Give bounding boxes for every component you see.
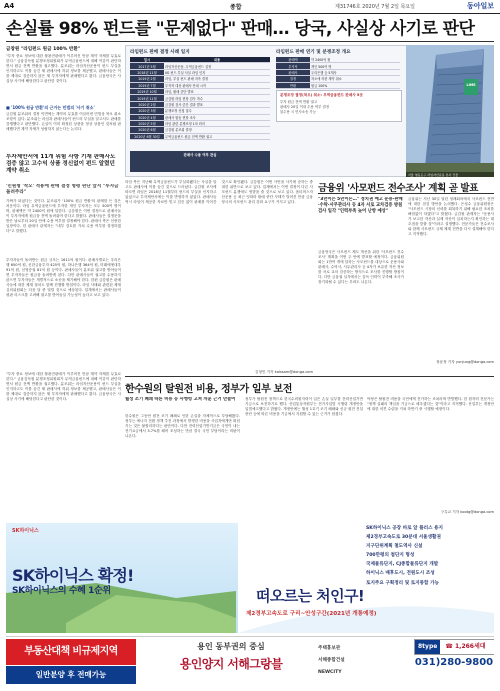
overview-key: 반환 bbox=[276, 82, 310, 88]
mid-article-byline: 김형민 기자 kalssam@donga.com bbox=[255, 370, 313, 374]
overview-value: 개인 500여 명 bbox=[310, 63, 400, 69]
timeline-event: IIG 펀드 부실 사실 라임 인지 bbox=[164, 69, 270, 75]
timeline-header-date: 일시 bbox=[130, 57, 164, 63]
timeline-event: 금감원 검사 중간 결과 발표 bbox=[164, 101, 270, 107]
timeline-date: 2019년 11월 bbox=[130, 95, 164, 101]
timeline-body bbox=[130, 57, 270, 140]
timeline-event: 투자자 대상 판매사 안내 시작 bbox=[164, 82, 270, 88]
overview-row bbox=[276, 82, 400, 88]
building-illustration bbox=[406, 45, 494, 177]
ad-headline-1: SK하이닉스 확정! bbox=[12, 566, 134, 585]
page-number: A4 bbox=[4, 2, 15, 10]
ad-right-line-2: 제2경부고속도로 구리~안성구간(2021년 개통예정) bbox=[246, 611, 377, 617]
apartment-ad bbox=[6, 636, 494, 689]
building-photo bbox=[406, 45, 494, 177]
timeline-row bbox=[130, 133, 270, 139]
left-extra-body: "투자 중요 정보에 대한 불완전판매가 이루어진 만큼 계약 자체를 무효로 한다." 금융감독원 분쟁조정위원회가 무역금융펀드에 대해 이같이 판단하면서 원금 전액 반환을 권고했다. 분조위는 라임자산운용이 펀드 부실을 인지하고도 이를 숨긴 채 판매사에 허위 정보를 제공했고, 판매사들은 이를 제대로 검증하지 않은 채 투자자에게 판매했다고 봤다. 금융당국은 사실상 사기에 해당한다고 판단한 것이다. bbox=[6, 372, 121, 401]
real-estate-ad bbox=[6, 523, 494, 633]
timeline-event: 라임, 부실 펀드 판매 지속 결정 bbox=[164, 76, 270, 82]
overview-key: 결정 bbox=[276, 76, 310, 82]
left-bottom-body: 투자자들이 돌려받는 원금 규모는 1611억 원이다. 판매사별로는 우리은행 650억 원, 신한금융투자 425억 원, 하나은행 364억 원, 미래에셋대우 91억 원, 신영증권 81억 원 등이다. 판매사들이 분조위 권고를 받아들이면 투자자들은 원금을 돌려받게 된다. 다만 판매사들이 권고를 수용하지 않으면 투자자들은 개별적으로 소송을 제기해야 한다. 한편 금감원은 판매사들에 대한 제재 절차도 함께 진행할 방침이다. 라임 사태와 관련된 제재심의위원회는 다음 달 중 열릴 것으로 예상된다. 업계에서는 판매사들이 평판 리스크를 고려해 권고를 받아들일 가능성이 높다고 보고 있다. bbox=[6, 258, 121, 297]
ad-red-banner: 부동산대책 비규제지역 bbox=[6, 639, 136, 665]
article2-byline: 장윤정 기자 yunjung@donga.com bbox=[436, 360, 494, 364]
article3-subhead: 월성 조기 폐쇄 따른 비용 등 사행령 고쳐 차훈 근거 만들어 bbox=[125, 397, 236, 402]
timeline-event: 판매사 합동 현장 조사 bbox=[164, 114, 270, 120]
ad-right-line-1: 떠오르는 처인구! bbox=[256, 587, 365, 605]
timeline-event: 금감원 라임 현장 검사 착수 bbox=[164, 95, 270, 101]
timeline-date: 2020년 6월 bbox=[130, 127, 164, 133]
decision-note-lines bbox=[277, 100, 401, 115]
timeline-event: 라임, 환매 중단 발표 bbox=[164, 88, 270, 94]
overview-key: 판매사 bbox=[276, 69, 310, 75]
ad-feature-item: 토지주요 구획정리 및 토지통합 가능 bbox=[364, 580, 488, 588]
article3-col-b: 한수원은 그동안 원전 조기 폐쇄로 인한 손실을 자체적으로 부담해왔다. 정부는 에너지 전환 정책 추진 과정에서 발생한 비용을 사업자에게만 떠넘기는 것은 불합리하다는 판단이다. 다만 전력산업기반기금은 국민이 내는 전기요금에서 3.7%를 떼어 조성하는 만큼 결국 국민 부담이라는 비판이 나온다. bbox=[125, 414, 240, 438]
ad-sponsor-list bbox=[318, 643, 408, 679]
ad-headline-2: SK하이닉스의 수혜 1순위 bbox=[12, 586, 111, 596]
article2-headline: 금융위 '사모펀드 전수조사' 계획 곧 발표 bbox=[318, 183, 478, 194]
timeline-event: 라임자산운용, 무역금융펀드 설정 bbox=[164, 63, 270, 69]
decision-note bbox=[276, 90, 402, 122]
timeline-footnote bbox=[130, 151, 270, 172]
ad-phone: ☎ 1,266세대 bbox=[445, 643, 486, 650]
decision-note-line: 투자 원금 전액 반환 권고 bbox=[280, 100, 318, 104]
timeline-event: 분쟁조정 신청 접수 bbox=[164, 108, 270, 114]
ad-sponsor: 서해종합건설 bbox=[318, 658, 345, 663]
timeline-date: 2020년 2월 bbox=[130, 101, 164, 107]
sub-headline-2: '민원형 '착오' 적용에 판매 결정 형평 판단 앞서 "투자금 돌려주라" bbox=[6, 184, 119, 195]
main-headline: 손실률 98% 펀드를 "문제없다" 판매… 당국, 사실상 사기로 판단 bbox=[6, 19, 475, 39]
ad-feature-item: 국제물류단지, CJ종합물류단지 개발 bbox=[364, 561, 488, 569]
ad-feature-list bbox=[364, 525, 488, 589]
timeline-date: 2019년 7월 bbox=[130, 82, 164, 88]
decision-note-title: 분쟁조정 결정(착오) 취소: 무역금융펀드 판매사 5곳 bbox=[280, 93, 363, 97]
overview-key: 투자자 bbox=[276, 63, 310, 69]
timeline-date: 2020년 3월 bbox=[130, 108, 164, 114]
section-label: 종합 bbox=[230, 4, 242, 11]
ad-feature-item: SK하이닉스 공장 바로 앞 플러스 용지 bbox=[364, 525, 488, 533]
callout-text: 판매사 수용 여부 관심 bbox=[183, 153, 217, 157]
ad-feature-item: 제2경부고속도로 30분대 서울생활권 bbox=[364, 534, 488, 542]
ad-sponsor: 주택홍보관 bbox=[318, 646, 341, 651]
article3-col-a: 정부가 탈원전 정책으로 한국수력원자력이 입은 손실 일부를 전력산업기반기금으로 보전하기로 했다. 산업통상자원부는 전기사업법 시행령 개정안을 입법예고했다고 밝혔다. 개정안에는 월성 1호기 조기 폐쇄와 신규 원전 건설 중단 등에 따른 비용을 기금에서 지원할 수 있는 근거가 담겼다. bbox=[245, 397, 363, 416]
article3-col-c: 야당은 탈원전 비용을 국민에게 전가하는 조치라며 반발했다. 한 원자력 전문가는 "정책 실패의 책임을 기금으로 메우겠다는 것"이라고 지적했다. 산업부는 개정안에 대한 의견 수렴을 거쳐 하반기 중 시행할 예정이다. bbox=[367, 397, 494, 411]
timeline-date: 2018년 11월 bbox=[130, 69, 164, 75]
lead-body: "투자 중요 정보에 대한 불완전판매가 이루어진 만큼 계약 자체를 무효로 한다." 금융감독원 분쟁조정위원회가 무역금융펀드에 대해 이같이 판단하면서 원금 전액 반환을 권고했다. 분조위는 라임자산운용이 펀드 부실을 인지하고도 이를 숨긴 채 판매사에 허위 정보를 제공했고, 판매사들은 이를 제대로 검증하지 않은 채 투자자에게 판매했다고 봤다. 금융당국은 사실상 사기에 해당한다고 판단한 것이다. bbox=[6, 54, 121, 83]
timeline-event: 무역금융펀드 원금 전액 반환 권고 bbox=[164, 133, 270, 139]
article3-byline: 구특교 기자 kootg@donga.com bbox=[440, 510, 494, 514]
article2-col-b: 금융위는 지난 30일 열린 정례회의에서 사모펀드 전반에 대한 점검 방안을 논의했다. 은성수 금융위원장은 "사모펀드 시장의 신뢰를 회복하기 위해 필요한 조치를 빠짐없이 하겠다"고 밝혔다. 금감원 관계자는 "운용사가 보고한 자산과 실제 자산이 일치하는지 확인하는 데 초점을 맞출 것"이라고 설명했다. 전문가들은 전수조사와 함께 사모펀드 규제 체계 전반을 다시 설계해야 한다고 지적했다. bbox=[408, 197, 494, 236]
overview-value: 착오에 의한 계약 취소 bbox=[310, 76, 400, 82]
ad-sponsor: NEWCITY bbox=[318, 670, 342, 675]
ad-brand: SK하이닉스 bbox=[12, 528, 39, 534]
timeline-title: 라임펀드 판매 결정 사례 일지 bbox=[130, 50, 190, 55]
ad-feature-item: 700만평의 첨단지 형성 bbox=[364, 552, 488, 560]
overview-value: 우리은행 등 5개사 bbox=[310, 69, 400, 75]
timeline-event: 라임 관련 분쟁조정 1차 회의 bbox=[164, 120, 270, 126]
date-line: 제31746호 2020년 7월 2일 목요일 bbox=[335, 4, 415, 10]
ad-type-box bbox=[414, 639, 494, 655]
ad-blue-banner: 일반분양 후 전매가능 bbox=[6, 666, 136, 684]
timeline-date: 2019년 10월 bbox=[130, 88, 164, 94]
timeline-date: 2017년 5월 bbox=[130, 63, 164, 69]
photo-caption: 서울 영등포구 라임자산운용 본사 건물 bbox=[406, 172, 494, 177]
decision-note-line: 판매사 20일 이내 수용 여부 결정 bbox=[280, 105, 330, 109]
ad-feature-item: 지구단위계획 철도역사 신설 bbox=[364, 543, 488, 551]
newspaper-brand: 동아일보 bbox=[466, 2, 494, 10]
masthead bbox=[0, 0, 500, 14]
overview-value: 약 2400억 원 bbox=[310, 57, 400, 63]
overview-value: 원금 100% bbox=[310, 82, 400, 88]
timeline-event: 금감원 분조위 결정 bbox=[164, 127, 270, 133]
timeline-date: 2019년 2월 bbox=[130, 76, 164, 82]
ad-feature-item: 하이닉스 배후도시, 전원도시 조성 bbox=[364, 570, 488, 578]
ad-contact-number: 031)280-9800 bbox=[414, 657, 494, 668]
headline-rule bbox=[6, 41, 494, 42]
infographic-box bbox=[125, 45, 407, 177]
article2-col-a: 금융당국은 사모펀드 제도 개선을 위한 '사모펀드 전수조사' 계획을 이번 주 안에 발표할 예정이다. 금융위원회는 1만여 개에 달하는 사모펀드를 대상으로 운용사와 판매사, 수탁사, 사무관리사 등 4자가 보유한 자산 정보를 서로 교차 검증하는 방식으로 조사를 진행할 방침이다. 다만 금융권 일각에서는 감독 인력이 부족해 조사가 장기화될 수 있다는 우려도 나온다. bbox=[318, 250, 404, 284]
article2-subhead: "3년이는 5년이든…" 정치권 예고 운용·판매·수탁·사무관리사 등 4자 서로 교차검증 방침 검사 일각 "인력부족 늦어 난항 예상" bbox=[318, 197, 403, 214]
article3-headline: 한수원의 탈원전 비용, 정부가 일부 보전 bbox=[125, 384, 292, 395]
lead-bullet: ■ '100% 원금 반환'의 근거는 민법의 '사기 취소' bbox=[6, 105, 95, 110]
decision-note-line: 불수용 시 민사소송 가능 bbox=[280, 110, 316, 114]
ad-center-line-1: 용인 동부권의 중심 bbox=[197, 642, 265, 651]
timeline-date: 2020년 6월 30일 bbox=[130, 133, 164, 139]
overview-title: 라임펀드 판매 연기 및 분쟁조정 개요 bbox=[276, 50, 351, 55]
lead-label: 금창원 "라임펀드 원금 100% 반환" bbox=[6, 47, 81, 52]
mid-article-body: 라임 측은 지난해 무역금융펀드가 부실화됐다는 사실을 알고도 판매사에 이를 숨긴 것으로 드러났다. 금감원 조사에 따르면 라임은 2018년 11월부터 펀드의 부실을 인지하고 있었으나 투자제안서에는 이를 반영하지 않았다. 판매사들 역시 라임이 제공한 자료만 믿고 검증 없이 판매를 이어간 것으로 확인됐다. 금감원은 이번 사안을 사기에 준하는 중대한 위반으로 보고 있다. 업계에서는 이번 결정이 다른 사모펀드 분쟁에도 영향을 줄 것으로 보고 있다. 옵티머스자산운용 등 최근 잇따라 환매 중단 사태가 벌어진 만큼 금융당국의 사모펀드 관리 강화 요구가 커지고 있다. bbox=[125, 180, 313, 204]
timeline-date: 2020년 4월 bbox=[130, 114, 164, 120]
building-sign: LIME bbox=[466, 83, 476, 87]
sub-headline: 투자제안서에 11개 위험 사항 기재 판매사도 검증 않고 고수익 상품 정신없이 펀드 알렸던 계약 취소 bbox=[6, 154, 116, 174]
left-body-3: 가짜가 되었다는 것이다. 분조위가 '100% 원금 반환'의 판례를 든 것은 처음이다. 라임 무역금융펀드에 투자한 개인 투자자는 모두 500여 명이며, 판매액은 약 2400억 원에 달한다. 금감원은 이번 결정으로 판매사들이 투자자에게 원금을 전액 돌려줘야 한다고 밝혔다. 판매사들은 결정문을 받은 날로부터 20일 안에 수용 여부를 결정해야 한다. 판매사 측은 신중한 입장이다. 한 판매사 관계자는 "내부 검토를 거쳐 수용 여부를 결정하겠다"고 말했다. bbox=[6, 199, 121, 233]
lead-body-2: 금감원 분조위의 결정 이면에는 계약의 무효를 이끌어낸 민법상 착오 취소 조항이 있다. 분조위는 라임과 판매사들이 펀드의 부실을 알고서도 판매를 강행했다고 판단했다. 손실이 이미 확정된 상품을 정상 상품인 것처럼 판매했다면 계약 자체가 성립하지 않는다는 논리다. bbox=[6, 112, 121, 131]
article2-rule bbox=[318, 193, 494, 194]
ad-type-label: 8type bbox=[415, 640, 440, 654]
overview-body bbox=[276, 57, 400, 88]
article3-top-rule bbox=[125, 376, 494, 377]
timeline-table bbox=[130, 57, 270, 140]
timeline-header-content: 내용 bbox=[164, 57, 270, 63]
ad-center-line-2: 용인양지 서해그랑블 bbox=[179, 657, 283, 671]
overview-table bbox=[276, 57, 400, 89]
timeline-date: 2020년 5월 bbox=[130, 120, 164, 126]
overview-key: 판매액 bbox=[276, 57, 310, 63]
